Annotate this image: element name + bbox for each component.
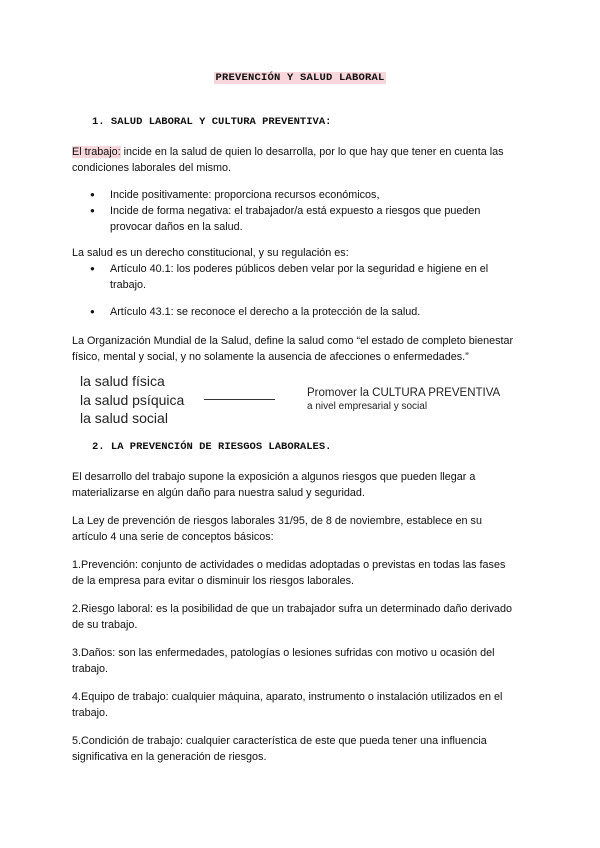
concept-item: 4.Equipo de trabajo: cualquier máquina, aparato, instrumento o instalación utilizados en el trabajo. — [72, 691, 503, 719]
list-item: ● Incide de forma negativa: el trabajador/a está expuesto a riesgos que pueden provocar daños en la salud. — [90, 203, 520, 235]
articles-list — [90, 261, 520, 293]
section2-heading: 2. LA PREVENCIÓN DE RIESGOS LABORALES. — [92, 441, 332, 453]
concept-item: 5.Condición de trabajo: cualquier característica de este que pueda tener una influencia significativa en la generación de riesgos. — [72, 735, 487, 763]
salud-line: La salud es un derecho constitucional, y su regulación es: — [72, 247, 349, 259]
diagram-connector-line — [204, 399, 275, 400]
diagram-item: la salud social — [80, 410, 168, 426]
oms-paragraph: La Organización Mundial de la Salud, define la salud como “el estado de completo bienestar físico, mental y social, y no solamente la ausencia de afecciones o enfermedades.” — [72, 335, 514, 363]
section1-bullets — [90, 187, 520, 235]
cultura-preventiva-note: Promover la CULTURA PREVENTIVA a nivel empresarial y social — [307, 387, 501, 412]
diagram-item: la salud psíquica — [80, 391, 185, 408]
section2-paragraph-1: El desarrollo del trabajo supone la exposición a algunos riesgos que pueden llegar a materializarse en algún daño para nuestra salud y seguridad. — [72, 471, 476, 499]
list-item: ● Incide positivamente: proporciona recursos económicos, — [90, 187, 520, 203]
salud-types-diagram — [80, 372, 184, 428]
document-title: PREVENCIÓN Y SALUD LABORAL — [215, 72, 385, 84]
diagram-item: la salud física — [80, 373, 165, 389]
intro-rest: incide en la salud de quien lo desarrolla, por lo que hay que tener en cuenta las — [120, 146, 504, 158]
concept-item: 1.Prevención: conjunto de actividades o medidas adoptadas o previstas en todas las fases de la empresa para evitar o disminuir los riesgos laborales. — [72, 559, 506, 587]
section1-intro — [72, 144, 532, 176]
list-item: ● Artículo 43.1: se reconoce el derecho a la protección de la salud. — [90, 304, 520, 320]
articles-list-2 — [90, 304, 520, 320]
concept-item: 3.Daños: son las enfermedades, patologías o lesiones sufridas con motivo u ocasión del trabajo. — [72, 647, 495, 675]
list-item: ● Artículo 40.1: los poderes públicos deben velar por la seguridad e higiene en el trabajo. — [90, 261, 520, 293]
intro-line2: condiciones laborales del mismo. — [72, 162, 232, 174]
section1-heading: 1. SALUD LABORAL Y CULTURA PREVENTIVA: — [92, 116, 332, 128]
intro-highlight: El trabajo: — [72, 146, 121, 158]
section2-paragraph-2: La Ley de prevención de riesgos laborales 31/95, de 8 de noviembre, establece en su artículo 4 una serie de conceptos básicos: — [72, 515, 482, 543]
concept-item: 2.Riesgo laboral: es la posibilidad de que un trabajador sufra un determinado daño derivado de su trabajo. — [72, 603, 512, 631]
